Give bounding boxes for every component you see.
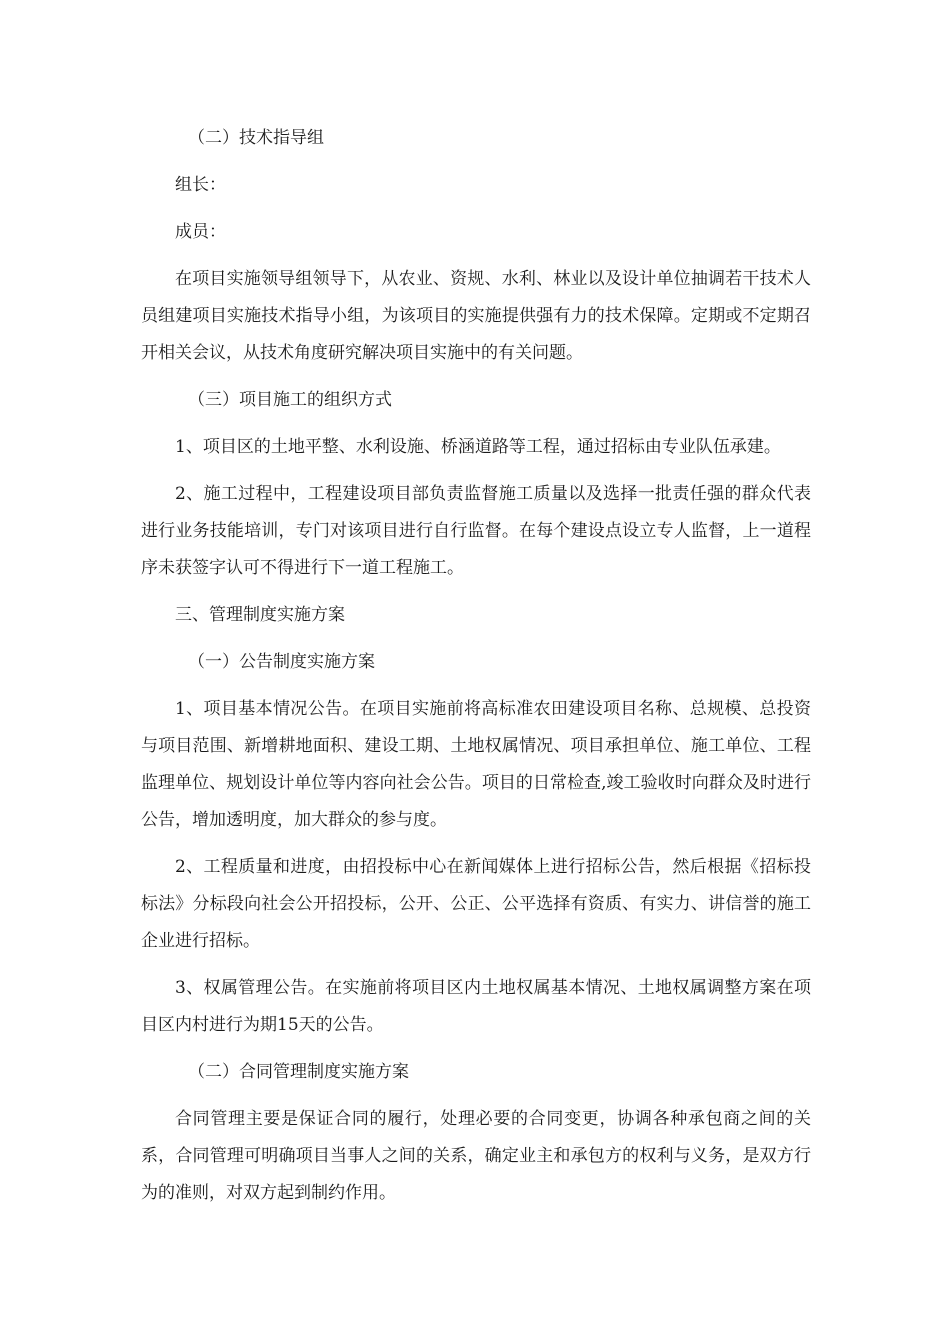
construction-item-2: 2、施工过程中，工程建设项目部负责监督施工质量以及选择一批责任强的群众代表进行业务技能培训，专门对该项目进行自行监督。在每个建设点设立专人监督，上一道程序未获签字认可不得进行下一道工程施工。 (141, 484, 811, 578)
tech-guidance-paragraph: 在项目实施领导组领导下，从农业、资规、水利、林业以及设计单位抽调若干技术人员组建项目实施技术指导小组，为该项目的实施提供强有力的技术保障。定期或不定期召开相关会议，从技术角度研究解决项目实施中的有关问题。 (141, 269, 811, 363)
subheading-announcement-system: （一）公告制度实施方案 (188, 652, 375, 672)
announcement-item-1: 1、项目基本情况公告。在项目实施前将高标准农田建设项目名称、总规模、总投资与项目范围、新增耕地面积、建设工期、土地权属情况、项目承担单位、施工单位、工程监理单位、规划设计单位等内容向社会公告。项目的日常检查,竣工验收时向群众及时进行公告，增加透明度，加大群众的参与度。 (141, 699, 811, 830)
document-body (141, 120, 811, 1222)
group-members-line: 成员： (175, 222, 226, 242)
group-leader-line: 组长： (175, 175, 226, 195)
subheading-contract-management: （二）合同管理制度实施方案 (188, 1062, 409, 1082)
contract-management-paragraph: 合同管理主要是保证合同的履行，处理必要的合同变更，协调各种承包商之间的关系，合同管理可明确项目当事人之间的关系，确定业主和承包方的权利与义务，是双方行为的准则，对双方起到制约作用。 (141, 1109, 811, 1203)
construction-item-1: 1、项目区的土地平整、水利设施、桥涵道路等工程，通过招标由专业队伍承建。 (175, 437, 781, 457)
announcement-item-2: 2、工程质量和进度，由招投标中心在新闻媒体上进行招标公告，然后根据《招标投标法》分标段向社会公开招投标，公开、公正、公平选择有资质、有实力、讲信誉的施工企业进行招标。 (141, 857, 811, 951)
subheading-construction-organization: （三）项目施工的组织方式 (188, 390, 392, 410)
heading-management-system: 三、管理制度实施方案 (175, 605, 345, 625)
announcement-item-3: 3、权属管理公告。在实施前将项目区内土地权属基本情况、土地权属调整方案在项目区内村进行为期15天的公告。 (141, 978, 811, 1035)
subheading-tech-guidance-group: （二）技术指导组 (188, 128, 324, 148)
